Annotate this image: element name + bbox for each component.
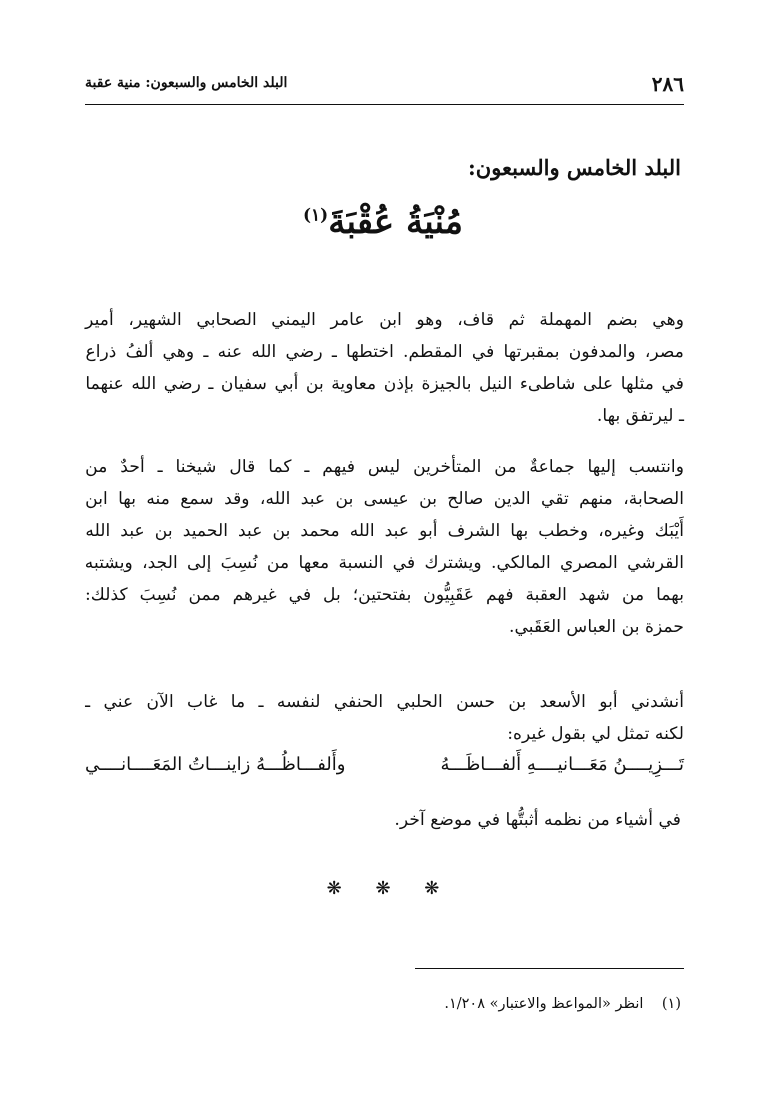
running-title: البلد الخامس والسبعون: منية عقبة [85, 75, 288, 91]
verse-second-hemistich: وأَلفـــاظُـــهُ زاينـــاتُ المَعَــــانــــي [85, 754, 346, 775]
paragraph-1 [85, 304, 684, 432]
footnote-reference: (١) [302, 205, 329, 226]
verse-first-hemistich: تَـــزِيــــنُ مَعَـــانيــــهِ أَلفـــاظَـــهُ [440, 754, 684, 775]
footnote [444, 996, 681, 1012]
paragraph-line: وانتسب إليها جماعةٌ من المتأخرين ليس فيهم ـ كما قال شيخنا ـ أحدٌ من [85, 457, 684, 477]
poem-verse [85, 754, 684, 788]
footnote-rule [415, 968, 684, 969]
paragraph-line: في مثلها على شاطىء النيل بالجيزة بإذن معاوية بن أبي سفيان ـ رضي الله عنهما [85, 374, 684, 394]
asterism-icon: ❋ [375, 878, 391, 899]
running-header [85, 72, 684, 102]
asterism-icon: ❋ [424, 878, 440, 899]
paragraph-line: أَيْبَك وغيره، وخطب بها الشرف أبو عبد الله محمد بن عبد الحميد بن عبد الله [85, 521, 684, 541]
paragraph-3 [85, 686, 684, 750]
paragraph-line: أنشدني أبو الأسعد بن حسن الحلبي الحنفي لنفسه ـ ما غاب الآن عني ـ [85, 692, 684, 712]
paragraph-line: ـ ليرتفق بها. [596, 406, 684, 426]
paragraph-line: مصر، والمدفون بمقبرتها في المقطم. اختطها ـ رضي الله عنه ـ وهي ألفُ ذراع [85, 342, 684, 362]
paragraph-line: القرشي المصري المالكي. ويشترك في النسبة معها من نُسِبَ إلى الجد، ويشتبه [84, 553, 684, 573]
chapter-title-text: مُنْيَةُ عُقْبَةَ [328, 202, 463, 242]
footnote-marker: (١) [661, 996, 681, 1012]
paragraph-line: لكنه تمثل لي بقول غيره: [507, 724, 684, 744]
closing-line: في أشياء من نظمه أثبتُّها في موضع آخر. [394, 810, 681, 830]
paragraph-line: حمزة بن العباس العَقَبي. [509, 617, 684, 637]
chapter-title [0, 202, 766, 242]
page-number: ٢٨٦ [651, 72, 684, 96]
header-rule [85, 104, 684, 105]
section-separator [0, 878, 766, 899]
footnote-text: انظر «المواعظ والاعتبار» ١/٢٠٨. [444, 996, 644, 1012]
asterism-icon: ❋ [326, 878, 342, 899]
paragraph-line: وهي بضم المهملة ثم قاف، وهو ابن عامر اليمني الصحابي الشهير، أمير [85, 310, 684, 330]
section-title: البلد الخامس والسبعون: [468, 155, 681, 180]
paragraph-2 [85, 451, 684, 643]
paragraph-line: بهما من شهد العقبة فهم عَقَبِيُّون بفتحتين؛ بل في غيرهم ممن نُسِبَ كذلك: [85, 585, 684, 605]
paragraph-line: الصحابة، منهم تقي الدين صالح بن عيسى بن عبد الله، وقد سمع منه بها ابن [85, 489, 684, 509]
